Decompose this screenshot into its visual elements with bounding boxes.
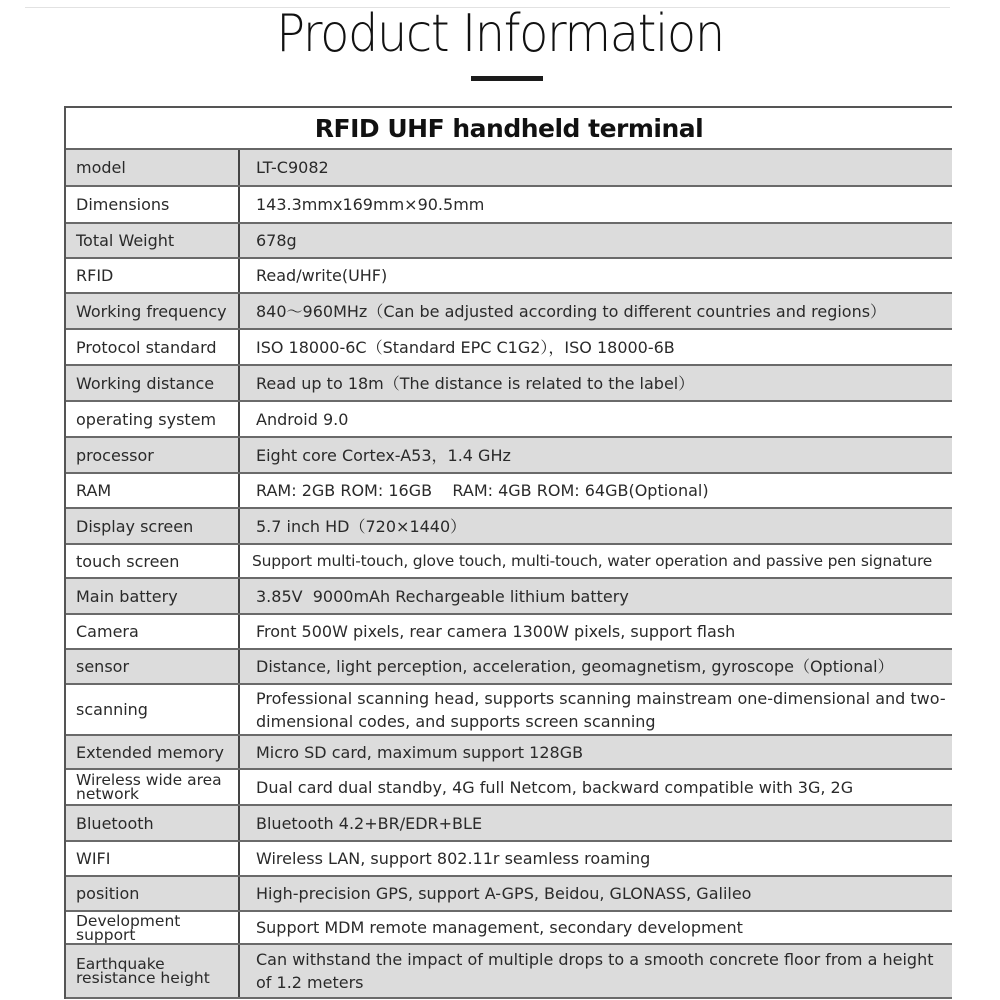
table-row: [66, 294, 952, 330]
spec-value: High-precision GPS, support A-GPS, Beidou, GLONASS, Galileo: [256, 884, 752, 903]
table-row: [66, 877, 952, 912]
spec-label: Working frequency: [66, 294, 240, 328]
page-title: Product Information: [276, 4, 724, 64]
spec-value: Micro SD card, maximum support 128GB: [256, 742, 584, 762]
table-row: [66, 685, 952, 736]
spec-label: Development support: [66, 912, 240, 943]
spec-label: Camera: [66, 615, 240, 648]
spec-label: Working distance: [66, 366, 240, 400]
table-row: [66, 545, 952, 579]
table-row: [66, 736, 952, 770]
spec-value: 5.7 inch HD（720×1440）: [256, 516, 467, 536]
spec-label: sensor: [66, 650, 240, 683]
spec-value: Dual card dual standby, 4G full Netcom, backward compatible with 3G, 2G: [256, 777, 854, 797]
spec-value: 678g: [256, 231, 297, 250]
spec-value: ISO 18000-6C（Standard EPC C1G2），ISO 18000-6B: [256, 337, 675, 357]
spec-label: touch screen: [66, 545, 240, 577]
spec-label: Display screen: [66, 509, 240, 543]
spec-value: Eight core Cortex-A53，1.4 GHz: [256, 445, 511, 465]
table-row: [66, 806, 952, 842]
table-row: [66, 474, 952, 509]
spec-label: operating system: [66, 402, 240, 436]
spec-label: Main battery: [66, 579, 240, 613]
spec-value: 143.3mmx169mm×90.5mm: [256, 195, 485, 214]
spec-label: Dimensions: [66, 187, 240, 222]
spec-label: Extended memory: [66, 736, 240, 768]
spec-value: Support MDM remote management, secondary development: [256, 918, 743, 937]
table-row: [66, 224, 952, 259]
table-row: [66, 650, 952, 685]
spec-value: Android 9.0: [256, 409, 349, 429]
spec-value: Bluetooth 4.2+BR/EDR+BLE: [256, 813, 483, 833]
spec-value: 840～960MHz（Can be adjusted according to different countries and regions）: [256, 301, 887, 321]
spec-label: Earthquake resistance height: [66, 945, 240, 997]
spec-label: Bluetooth: [66, 806, 240, 840]
spec-label: position: [66, 877, 240, 910]
table-row: [66, 770, 952, 806]
table-row: [66, 579, 952, 615]
spec-label: scanning: [66, 685, 240, 734]
spec-value: RAM: 2GB ROM: 16GB RAM: 4GB ROM: 64GB(Optional): [256, 481, 709, 500]
table-row: [66, 259, 952, 294]
table-row: [66, 150, 952, 187]
spec-value: Wireless LAN, support 802.11r seamless roaming: [256, 849, 651, 868]
spec-value: Can withstand the impact of multiple drops to a smooth concrete floor from a height of 1.2 meters: [256, 950, 939, 992]
title-underline: [471, 76, 543, 81]
spec-value: LT-C9082: [256, 158, 329, 177]
spec-value: Support multi-touch, glove touch, multi-touch, water operation and passive pen signature: [252, 551, 933, 570]
spec-label: Protocol standard: [66, 330, 240, 364]
spec-value: Professional scanning head, supports scanning mainstream one-dimensional and two-dimensional codes, and supports screen scanning: [256, 688, 946, 731]
spec-value: Read up to 18m（The distance is related to the label）: [256, 373, 695, 393]
spec-label: processor: [66, 438, 240, 472]
spec-value: 3.85V 9000mAh Rechargeable lithium battery: [256, 586, 629, 606]
table-row: [66, 438, 952, 474]
spec-value: Front 500W pixels, rear camera 1300W pixels, support flash: [256, 622, 736, 641]
table-row: [66, 912, 952, 945]
spec-label: Wireless wide area network: [66, 770, 240, 804]
spec-label: RAM: [66, 474, 240, 507]
table-row: [66, 366, 952, 402]
table-row: [66, 509, 952, 545]
spec-label: RFID: [66, 259, 240, 292]
table-heading: RFID UHF handheld terminal: [66, 108, 952, 150]
spec-label: Total Weight: [66, 224, 240, 257]
table-row: [66, 330, 952, 366]
spec-value: Distance, light perception, acceleration, geomagnetism, gyroscope（Optional）: [256, 657, 894, 676]
spec-label: WIFI: [66, 842, 240, 875]
table-row: [66, 615, 952, 650]
spec-table: [64, 106, 952, 999]
table-row: [66, 842, 952, 877]
table-row: [66, 187, 952, 224]
spec-value: Read/write(UHF): [256, 266, 388, 285]
table-body: [66, 150, 952, 999]
table-row: [66, 945, 952, 999]
table-row: [66, 402, 952, 438]
spec-label: model: [66, 150, 240, 185]
